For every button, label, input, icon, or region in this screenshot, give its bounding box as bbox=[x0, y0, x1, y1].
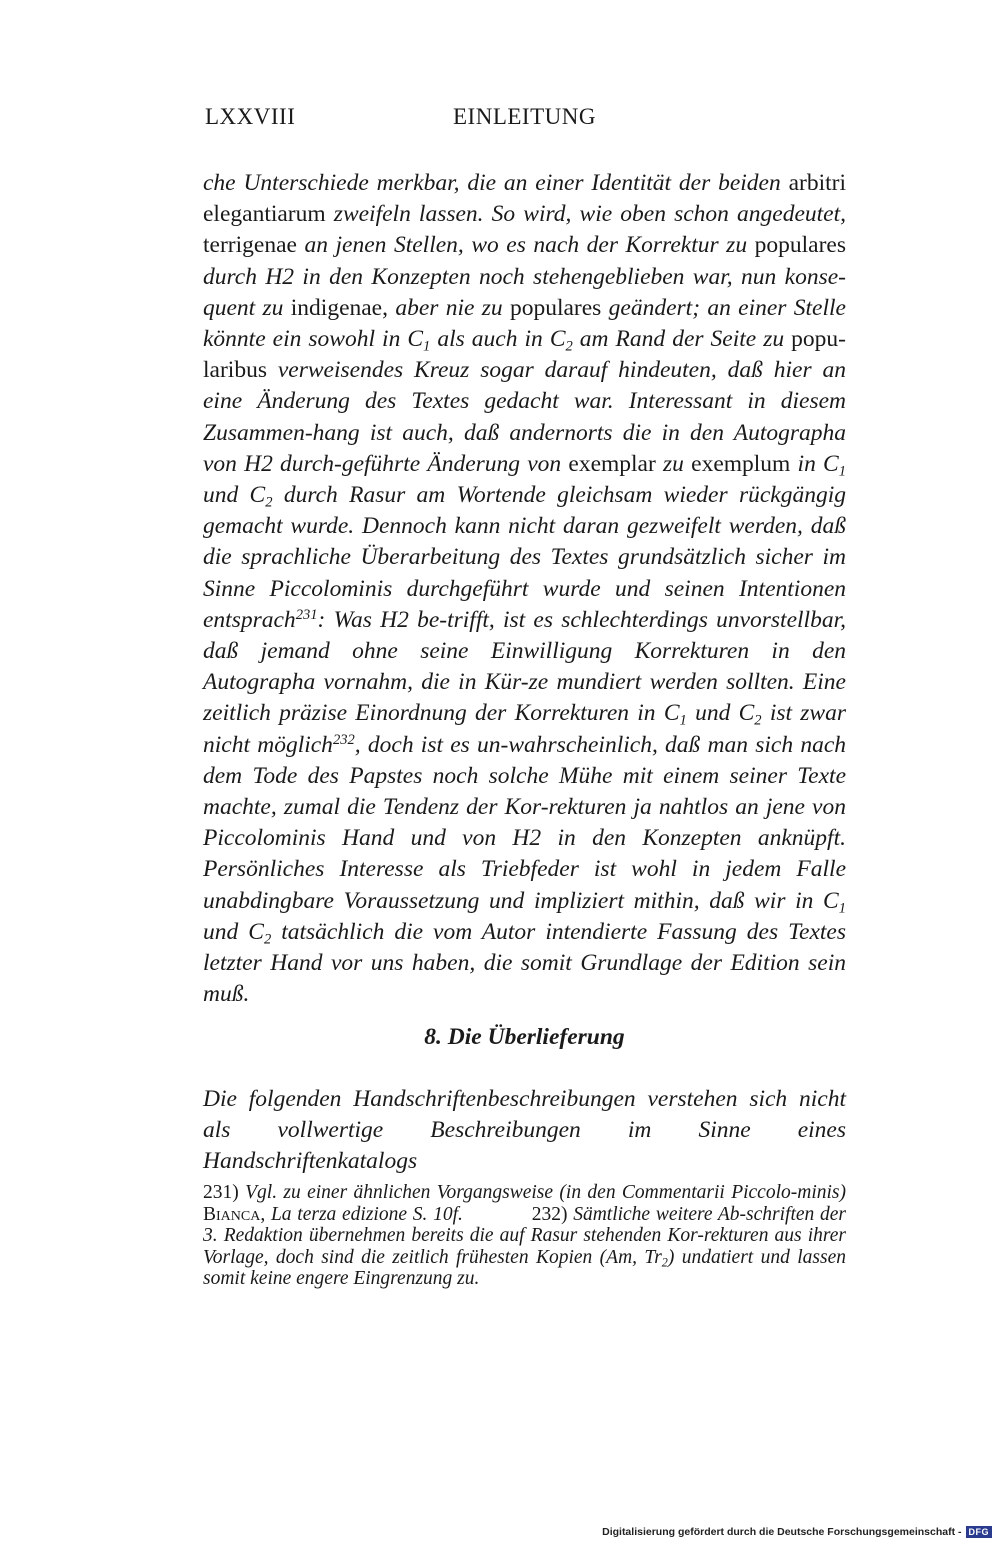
page-header bbox=[205, 104, 845, 140]
running-head: EINLEITUNG bbox=[453, 104, 596, 129]
digitization-credit bbox=[602, 1526, 992, 1538]
body-paragraph: che Unterschiede merkbar, die an einer Identität der beiden arbitri elegantiarum zweifeln lassen. So wird, wie oben schon angedeutet, terrigenae an jenen Stellen, wo es nach der Korrektur zu populares durch H2 in den Konzepten noch stehengeblieben war, nun konse-quent zu indigenae, aber nie zu populares geändert; an einer Stelle könnte ein sowohl in $C_1$ als auch in $C_2$ am Rand der Seite zu popu-laribus verweisendes Kreuz sogar darauf hindeuten, daß hier an eine Änderung des Textes gedacht war. Interessant in diesem Zusammen-hang ist auch, daß andernorts die in den Autographa von H2 durch-geführte Änderung von exemplar zu exemplum in $C_1$ und $C_2$ durch Rasur am Wortende gleichsam wieder rückgängig gemacht wurde. Dennoch kann nicht daran gezweifelt werden, daß die sprachliche Überarbeitung des Textes grundsätzlich sicher im Sinne Piccolominis durchgeführt wurde und seinen Intentionen entsprach$^{231}$: Was H2 be-trifft, ist es schlechterdings unvorstellbar, daß jemand ohne seine Einwilligung Korrekturen in den Autographa vornahm, die in Kür-ze mundiert werden sollten. Eine zeitlich präzise Einordnung der Korrekturen in $C_1$ und $C_2$ ist zwar nicht möglich$^{232}$, doch ist es un-wahrscheinlich, daß man sich nach dem Tode des Papstes noch solche Mühe mit einem seiner Texte machte, zumal die Tendenz der Kor-rekturen ja nahtlos an jene von Piccolominis Hand und von H2 in den Konzepten anknüpft. Persönliches Interesse als Triebfeder ist wohl in jedem Falle unabdingbare Voraussetzung und impliziert mithin, daß wir in $C_1$ und $C_2$ tatsächlich die vom Autor intendierte Fassung des Textes letzter Hand vor uns haben, die somit Grundlage der Edition sein muß. bbox=[203, 170, 847, 1008]
section-heading: 8. Die Überlieferung bbox=[424, 1024, 625, 1050]
footnotes: 231) Vgl. zu einer ähnlichen Vorgangsweise (in den Commentarii Piccolo-minis) Bianca, La terza edizione S. 10f. 232) Sämtliche weitere Ab-schriften der 3. Redaktion übernehmen bereits die auf Rasur stehenden Kor-rekturen aus ihrer Vorlage, doch sind die zeitlich frühesten Kopien (Am, $Tr_2$) undatiert und lassen somit keine engere Eingrenzung zu. bbox=[203, 1182, 846, 1290]
dfg-logo: DFG bbox=[966, 1526, 993, 1538]
credit-text: Digitalisierung gefördert durch die Deutsche Forschungsgemeinschaft - bbox=[602, 1526, 962, 1538]
section-intro-paragraph: Die folgenden Handschriftenbeschreibungen verstehen sich nicht als vollwertige Beschreibungen im Sinne eines Handschriftenkatalogs bbox=[203, 1086, 846, 1175]
page-number: LXXVIII bbox=[205, 104, 296, 129]
